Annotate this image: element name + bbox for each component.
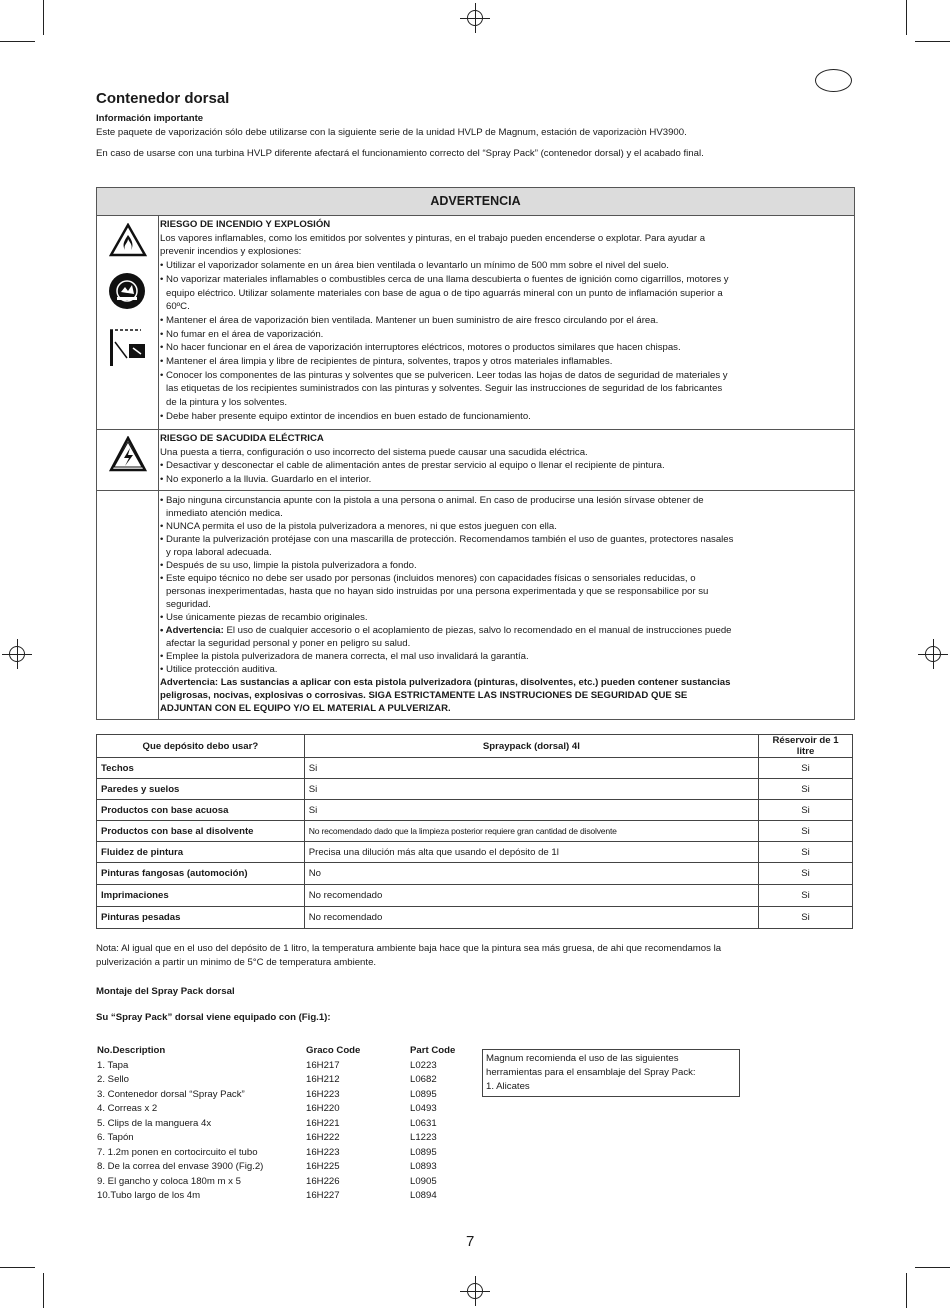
table-row	[97, 800, 853, 821]
warning-line: • Después de su uso, limpie la pistola pulverizadora a fondo.	[160, 560, 417, 571]
assembly-subheading: Su “Spray Pack” dorsal viene equipado con (Fig.1):	[96, 1012, 331, 1023]
parts-header: Part Code	[410, 1045, 456, 1056]
table-header: Spraypack (dorsal) 4l	[304, 735, 758, 758]
parts-item: 10.Tubo largo de los 4m	[97, 1190, 201, 1201]
table-cell: Productos con base acuosa	[97, 800, 305, 821]
warning-line: • Este equipo técnico no debe ser usado por personas (incluidos menores) con capacidades físicas o sensoriales reducidas, o	[160, 573, 696, 584]
warning-line: las etiquetas de los recipientes suministrados con las pinturas y solventes. Seguir las instrucciones de seguridad de los fabricantes	[166, 383, 723, 395]
graco-code: 16H212	[306, 1074, 340, 1085]
warning-line: • Mantener el área limpia y libre de recipientes de pintura, solventes, trapos y otros materiales inflamables.	[160, 356, 613, 368]
table-cell: Si	[759, 821, 853, 842]
part-code: L0223	[410, 1059, 437, 1071]
warning-line: • No vaporizar materiales inflamables o combustibles cerca de una llama descubierta o fuentes de ignición como cigarrillos, motores y	[160, 273, 729, 285]
registration-mark	[460, 1276, 490, 1306]
assembly-heading: Montaje del Spray Pack dorsal	[96, 986, 235, 997]
warning-line: prevenir incendios y explosiones:	[160, 246, 302, 258]
row-divider	[97, 429, 854, 430]
section-subtitle: Información importante	[96, 113, 204, 124]
page-number: 7	[466, 1233, 475, 1250]
parts-item: 4. Correas x 2	[97, 1103, 158, 1114]
warning-line: • NUNCA permita el uso de la pistola pulverizadora a menores, ni que estos jueguen con ella.	[160, 521, 557, 532]
intro-paragraph: En caso de usarse con una turbina HVLP diferente afectará el funcionamiento correcto del “Spray Pack” (contenedor dorsal) y el acabado final.	[96, 148, 704, 159]
crop-mark	[906, 0, 907, 35]
table-row	[97, 821, 853, 842]
table-row	[97, 907, 853, 929]
parts-item: 6. Tapón	[97, 1132, 134, 1143]
warning-line: • Bajo ninguna circunstancia apunte con la pistola a una persona o animal. En caso de producirse una lesión sírvase obtener de	[160, 495, 704, 506]
table-row	[97, 885, 853, 907]
parts-item: 9. El gancho y coloca 180m m x 5	[97, 1175, 241, 1187]
crop-mark	[906, 1273, 907, 1308]
parts-header: No.Description	[97, 1045, 166, 1056]
registration-mark	[918, 639, 948, 669]
advertencia-label: • Advertencia:	[160, 625, 224, 636]
warning-line: • Use únicamente piezas de recambio originales.	[160, 612, 368, 623]
column-divider	[158, 215, 159, 719]
warning-line: y ropa laboral adecuada.	[166, 547, 272, 558]
registration-mark	[2, 639, 32, 669]
final-warning-line: Advertencia: Las sustancias a aplicar con esta pistola pulverizadora (pinturas, disolventes, etc.) pueden contener sustancias	[160, 677, 731, 688]
table-cell: No	[304, 863, 758, 885]
final-warning-line: peligrosas, nocivas, explosivas o corrosivas. SIGA ESTRICTAMENTE LAS INSTRUCIONES DE SEGURIDAD QUE SE	[160, 690, 688, 701]
part-code-column	[410, 1044, 455, 1204]
table-cell: Techos	[97, 758, 305, 779]
table-cell: Precisa una dilución más alta que usando el depósito de 1l	[304, 842, 758, 863]
tools-line: 1. Alicates	[486, 1081, 530, 1092]
registration-mark	[460, 3, 490, 33]
advertencia-text: El uso de cualquier accesorio o el acoplamiento de piezas, salvo lo recomendado en el manual de instrucciones puede	[223, 625, 732, 636]
table-cell: No recomendado	[304, 907, 758, 929]
explosion-icon	[108, 272, 146, 310]
table-row	[97, 842, 853, 863]
tools-line: herramientas para el ensamblaje del Spray Pack:	[486, 1067, 696, 1078]
table-cell: Pinturas pesadas	[97, 907, 305, 929]
parts-header: Graco Code	[306, 1045, 361, 1056]
table-cell: Si	[759, 758, 853, 779]
graco-code: 16H222	[306, 1132, 340, 1143]
warning-line: • Mantener el área de vaporización bien ventilada. Mantener un buen suministro de aire fresco circulando por el área.	[160, 314, 659, 326]
table-cell: Si	[759, 863, 853, 885]
warning-line: • Durante la pulverización protéjase con una mascarilla de protección. Recomendamos también el uso de guantes, protectores nasales	[160, 534, 734, 545]
table-cell: Fluidez de pintura	[97, 842, 305, 863]
table-cell: Si	[759, 907, 853, 929]
graco-code: 16H227	[306, 1190, 340, 1201]
part-code: L0905	[410, 1175, 437, 1187]
warning-line: • No hacer funcionar en el área de vaporización interruptores eléctricos, motores o productos similares que hacen chispas.	[160, 342, 681, 354]
note-line: pulverización a partir un minimo de 5°C de temperatura ambiente.	[96, 957, 377, 968]
graco-code: 16H221	[306, 1117, 340, 1129]
tools-line: Magnum recomienda el uso de las siguientes	[486, 1053, 679, 1064]
table-header: Que depósito debo usar?	[97, 735, 305, 758]
language-tab-oval	[815, 69, 852, 92]
part-code: L0493	[410, 1103, 437, 1114]
table-cell: Productos con base al disolvente	[97, 821, 305, 842]
warning-line: Una puesta a tierra, configuración o uso incorrecto del sistema puede causar una sacudida eléctrica.	[160, 446, 588, 458]
parts-description-column	[97, 1044, 263, 1204]
warning-line: equipo eléctrico. Utilizar solamente materiales con base de agua o de tipo aguarrás mineral con un punto de inflamación superior a	[166, 287, 723, 299]
electric-shock-icon	[109, 436, 147, 472]
part-code: L0682	[410, 1074, 437, 1085]
tools-recommendation-box	[482, 1049, 740, 1097]
graco-code: 16H220	[306, 1103, 340, 1114]
warning-heading: ADVERTENCIA	[97, 188, 854, 216]
crop-mark	[0, 1267, 35, 1268]
crop-mark	[43, 1273, 44, 1308]
warning-line: afectar la seguridad personal y poner en peligro su salud.	[166, 638, 411, 649]
table-cell: Imprimaciones	[97, 885, 305, 907]
graco-code: 16H217	[306, 1059, 340, 1071]
warning-line: • Debe haber presente equipo extintor de incendios en buen estado de funcionamiento.	[160, 410, 531, 422]
table-cell: Si	[759, 885, 853, 907]
electric-risk-title: RIESGO DE SACUDIDA ELÉCTRICA	[160, 433, 324, 444]
graco-code: 16H226	[306, 1175, 340, 1187]
table-row	[97, 779, 853, 800]
warning-box	[96, 187, 855, 720]
fire-warning-icon	[109, 223, 147, 257]
general-safety-section	[160, 494, 853, 715]
warning-line	[160, 624, 853, 637]
table-cell: No recomendado	[304, 885, 758, 907]
table-cell: Si	[759, 800, 853, 821]
warning-line: seguridad.	[166, 599, 211, 610]
warning-line: • Utilizar el vaporizador solamente en un área bien ventilada o levantarlo un mínimo de 500 mm sobre el nivel del suelo.	[160, 260, 669, 272]
warning-line: 60ºC.	[166, 301, 190, 313]
electrical-equipment-icon	[107, 324, 149, 368]
final-warning-line: ADJUNTAN CON EL EQUIPO Y/O EL MATERIAL A PULVERIZAR.	[160, 703, 451, 714]
warning-line: inmediato atención medica.	[166, 508, 283, 519]
warning-line: • Emplee la pistola pulverizadora de manera correcta, el mal uso invalidará la garantía.	[160, 651, 529, 662]
graco-code-column	[306, 1044, 360, 1204]
table-row	[97, 758, 853, 779]
row-divider	[97, 490, 854, 491]
table-header: Réservoir de 1 litre	[759, 735, 853, 758]
fire-risk-title: RIESGO DE INCENDIO Y EXPLOSIÓN	[160, 219, 331, 230]
warning-line: personas inexperimentadas, hasta que no hayan sido instruidas por una persona experimentada y que se responsabilice por su	[166, 586, 709, 597]
part-code: L1223	[410, 1132, 437, 1143]
graco-code: 16H223	[306, 1146, 340, 1158]
part-code: L0895	[410, 1088, 437, 1100]
table-cell: Si	[304, 779, 758, 800]
part-code: L0894	[410, 1190, 437, 1201]
warning-line: • No fumar en el área de vaporización.	[160, 328, 324, 340]
crop-mark	[915, 1267, 950, 1268]
table-cell: Si	[759, 842, 853, 863]
crop-mark	[43, 0, 44, 35]
page-title: Contenedor dorsal	[96, 90, 230, 107]
crop-mark	[0, 41, 35, 42]
table-row	[97, 863, 853, 885]
graco-code: 16H225	[306, 1161, 340, 1172]
warning-line: • No exponerlo a la lluvia. Guardarlo en el interior.	[160, 474, 372, 486]
table-cell: No recomendado dado que la limpieza posterior requiere gran cantidad de disolvente	[304, 821, 758, 842]
parts-item: 2. Sello	[97, 1074, 129, 1085]
part-code: L0895	[410, 1146, 437, 1158]
note-line: Nota: Al igual que en el uso del depósito de 1 litro, la temperatura ambiente baja hace que la pintura sea más gruesa, de ahi que recomendamos la	[96, 943, 722, 954]
warning-line: • Utilice protección auditiva.	[160, 664, 278, 675]
intro-paragraph: Este paquete de vaporización sólo debe utilizarse con la siguiente serie de la unidad HVLP de Magnum, estación de vaporizaciòn HV3900.	[96, 127, 687, 138]
fire-risk-section	[160, 218, 853, 424]
table-cell: Si	[304, 800, 758, 821]
table-cell: Paredes y suelos	[97, 779, 305, 800]
warning-line: Los vapores inflamables, como los emitidos por solventes y pinturas, en el trabajo pueden encenderse o explotar. Para ayudar a	[160, 232, 706, 244]
part-code: L0631	[410, 1117, 437, 1129]
warning-line: • Conocer los componentes de las pinturas y solventes que se pulvericen. Leer todas las hojas de datos de seguridad de materiales y	[160, 369, 728, 381]
warning-line: • Desactivar y desconectar el cable de alimentación antes de prestar servicio al equipo o llenar el recipiente de pintura.	[160, 460, 665, 472]
parts-item: 7. 1.2m ponen en cortocircuito el tubo	[97, 1146, 258, 1158]
parts-item: 1. Tapa	[97, 1059, 129, 1071]
crop-mark	[915, 41, 950, 42]
tank-usage-table	[96, 734, 853, 929]
table-cell: Pinturas fangosas (automoción)	[97, 863, 305, 885]
parts-item: 3. Contenedor dorsal “Spray Pack”	[97, 1088, 245, 1100]
part-code: L0893	[410, 1161, 437, 1172]
table-cell: Si	[759, 779, 853, 800]
warning-line: de la pintura y los solventes.	[166, 397, 288, 409]
graco-code: 16H223	[306, 1088, 340, 1100]
table-header-row	[97, 735, 853, 758]
parts-item: 5. Clips de la manguera 4x	[97, 1117, 212, 1129]
electric-risk-section	[160, 432, 853, 487]
table-cell: Si	[304, 758, 758, 779]
parts-item: 8. De la correa del envase 3900 (Fig.2)	[97, 1161, 264, 1172]
